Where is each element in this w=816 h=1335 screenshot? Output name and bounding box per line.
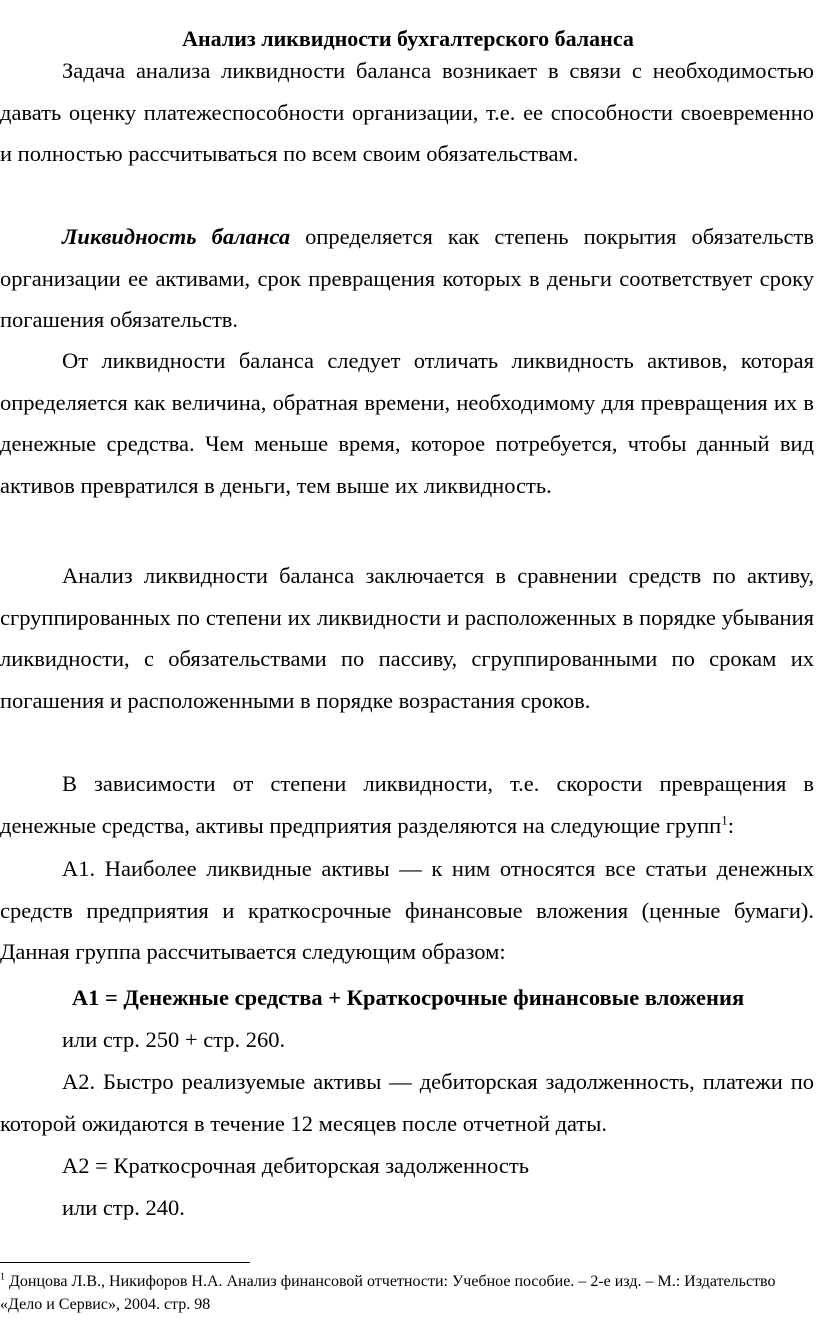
paragraph-a2-definition: А2. Быстро реализуемые активы — дебиторская задолженность, платежи по которой ожидаются в течение 12 месяцев после отчетной даты. — [0, 1069, 814, 1136]
groups-intro-colon: : — [727, 812, 734, 838]
footnote-reference[interactable]: 1 — [721, 812, 728, 827]
definition-text: определяется как степень покрытия обязательств организации ее активами, срок превращения которых в деньги соответствует сроку погашения обязательств. — [0, 224, 814, 332]
formula-a2-lines: или стр. 240. — [62, 1195, 185, 1220]
paragraph-asset-groups-intro — [0, 763, 814, 846]
paragraph-balance-liquidity-definition — [0, 216, 814, 341]
formula-a2: А2 = Краткосрочная дебиторская задолженность — [62, 1153, 529, 1178]
document-title: Анализ ликвидности бухгалтерского баланса — [182, 26, 634, 51]
groups-intro-text: В зависимости от степени ликвидности, т.е. скорости превращения в денежные средства, активы предприятия разделяются на следующие групп — [0, 771, 814, 838]
footnote-separator — [0, 1262, 250, 1263]
paragraph-a1-definition: А1. Наиболее ликвидные активы — к ним относятся все статьи денежных средств предприятия и краткосрочные финансовые вложения (ценные бумаги). Данная группа рассчитывается следующим образом: — [0, 856, 814, 964]
term-balance-liquidity: Ликвидность баланса — [62, 224, 291, 249]
formula-a1: А1 = Денежные средства + Краткосрочные финансовые вложения — [71, 985, 745, 1010]
footnote-mark: 1 — [0, 1271, 5, 1283]
footnote — [0, 1270, 780, 1316]
paragraph-analysis-method: Анализ ликвидности баланса заключается в сравнении средств по активу, сгруппированных по степени их ликвидности и расположенных в порядке убывания ликвидности, с обязательствами по пассиву, сгруппированными по срокам их погашения и расположенными в порядке возрастания сроков. — [0, 563, 814, 713]
paragraph-asset-liquidity: От ликвидности баланса следует отличать ликвидность активов, которая определяется как величина, обратная времени, необходимому для превращения их в денежные средства. Чем меньше время, которое потребуется, чтобы данный вид активов превратился в деньги, тем выше их ликвидность. — [0, 348, 814, 498]
footnote-text: Донцова Л.В., Никифоров Н.А. Анализ финансовой отчетности: Учебное пособие. – 2-е изд. – М.: Издательство «Дело и Сервис», 2004. стр. 98 — [0, 1273, 776, 1313]
formula-a1-lines: или стр. 250 + стр. 260. — [62, 1027, 286, 1052]
paragraph-liquidity-task: Задача анализа ликвидности баланса возникает в связи с необходимостью давать оценку платежеспособности организации, т.е. ее способности своевременно и полностью рассчитываться по всем своим обязательствам. — [0, 58, 814, 166]
